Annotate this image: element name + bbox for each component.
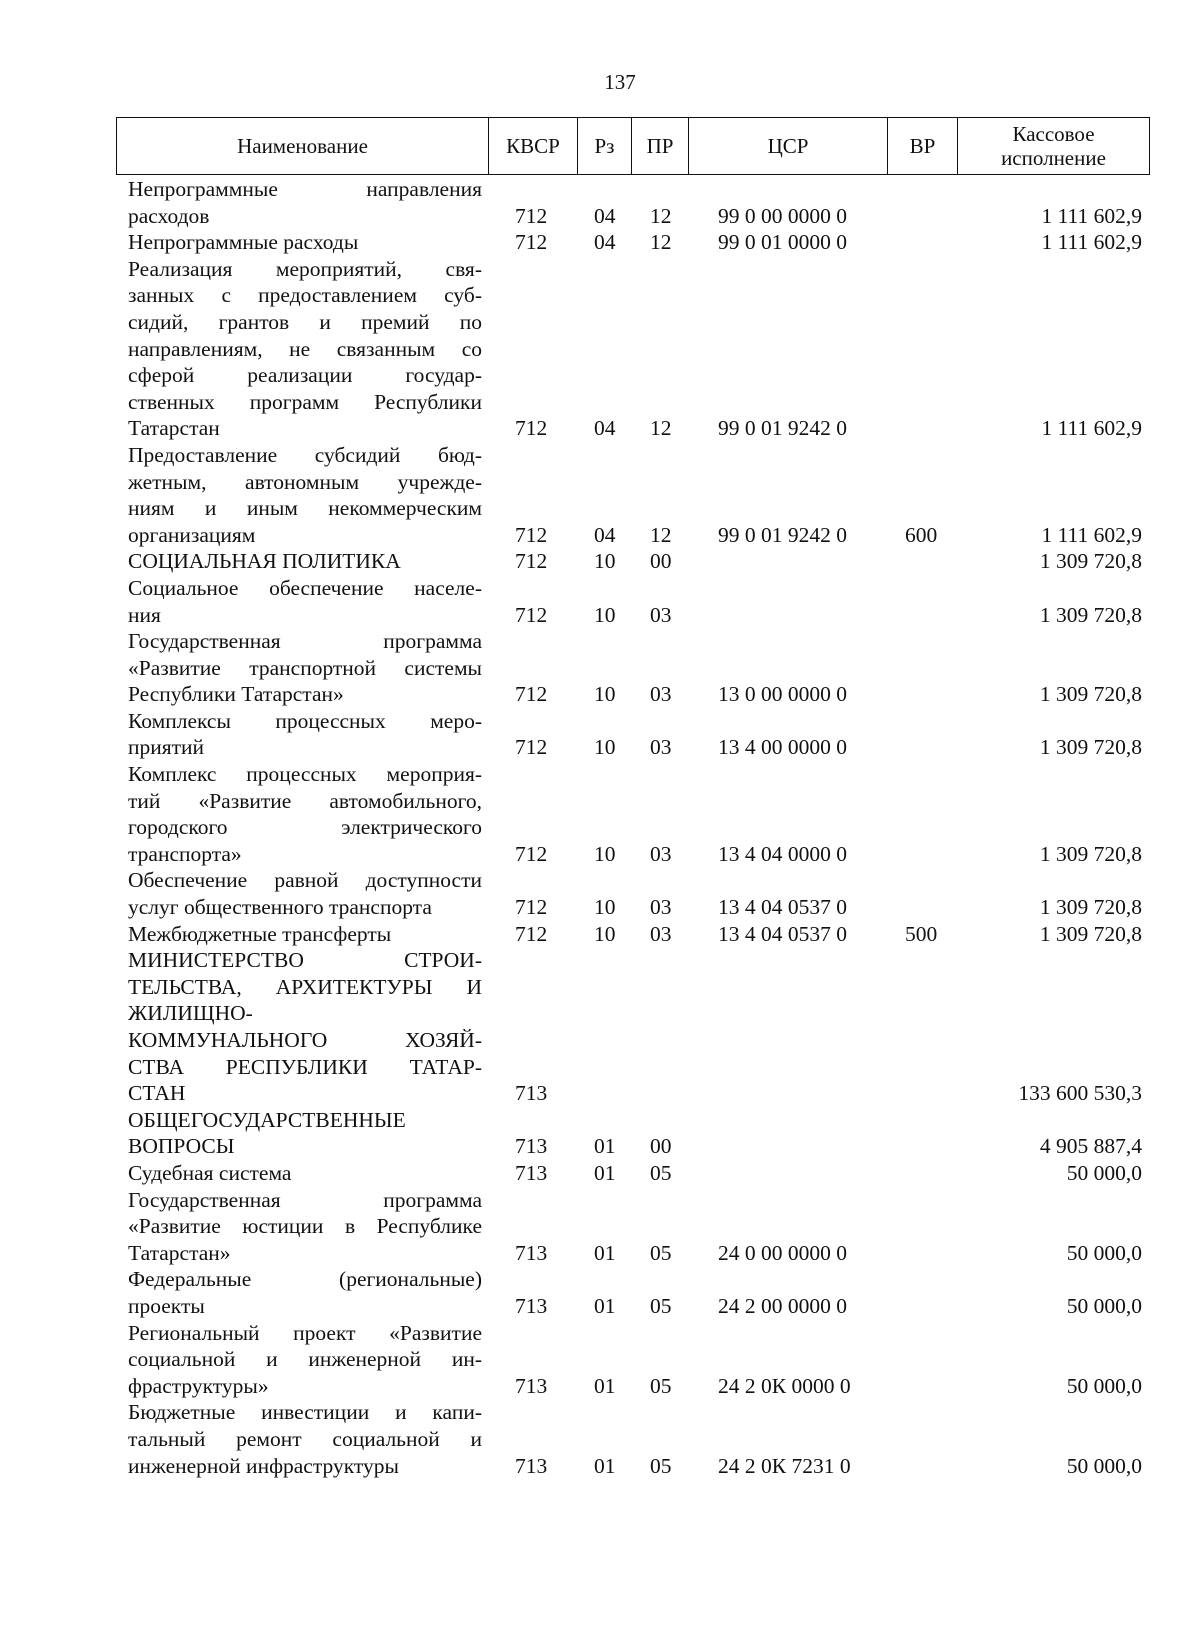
row-pr: 05 <box>650 1160 672 1185</box>
row-csr: 24 0 00 0000 0 <box>718 1240 847 1265</box>
column-header-vr: ВР <box>888 118 958 174</box>
row-kvsr: 712 <box>515 735 548 760</box>
row-csr: 13 4 04 0537 0 <box>718 895 847 920</box>
row-cash-execution: 50 000,0 <box>1066 1453 1142 1478</box>
row-rz: 01 <box>594 1293 616 1318</box>
row-pr: 12 <box>650 416 672 441</box>
row-csr: 13 4 04 0000 0 <box>718 841 847 866</box>
row-name-line: приятий <box>128 735 205 760</box>
row-pr: 03 <box>650 895 672 920</box>
row-name-line: МИНИСТЕРСТВО СТРОИ- <box>128 948 482 973</box>
row-name-line: Непрограммные расходы <box>128 230 359 255</box>
row-kvsr: 712 <box>515 416 548 441</box>
row-pr: 12 <box>650 203 672 228</box>
row-name <box>128 708 482 761</box>
row-name-line: сферой реализации государ- <box>128 363 482 388</box>
row-vr: 600 <box>905 522 938 547</box>
row-csr: 24 2 0К 0000 0 <box>718 1373 851 1398</box>
row-name-line: жетным, автономным учрежде- <box>128 469 482 494</box>
row-name-line: Реализация мероприятий, свя- <box>128 256 482 281</box>
row-csr: 24 2 0К 7231 0 <box>718 1453 851 1478</box>
row-kvsr: 712 <box>515 602 548 627</box>
table-row <box>0 1266 1200 1319</box>
row-kvsr: 713 <box>515 1453 548 1478</box>
row-kvsr: 712 <box>515 522 548 547</box>
table-header <box>116 117 1150 175</box>
row-name <box>128 548 482 575</box>
table-row <box>0 229 1200 256</box>
row-name-line: направлениям, не связанным со <box>128 336 482 361</box>
row-name-line: тий «Развитие автомобильного, <box>128 788 482 813</box>
table-row <box>0 1399 1200 1479</box>
row-name-line: организациям <box>128 522 256 547</box>
row-name-line: Межбюджетные трансферты <box>128 921 392 946</box>
row-cash-execution: 1 111 602,9 <box>1041 203 1142 228</box>
row-csr: 99 0 01 9242 0 <box>718 522 847 547</box>
table-row <box>0 256 1200 442</box>
row-kvsr: 713 <box>515 1240 548 1265</box>
row-pr: 03 <box>650 682 672 707</box>
row-name-line: Предоставление субсидий бюд- <box>128 442 482 467</box>
row-name-line: Республики Татарстан» <box>128 682 344 707</box>
row-name-line: Татарстан» <box>128 1240 231 1265</box>
row-rz: 10 <box>594 921 616 946</box>
row-cash-execution: 1 309 720,8 <box>1039 841 1142 866</box>
row-rz: 10 <box>594 841 616 866</box>
row-name-line: ВОПРОСЫ <box>128 1134 235 1159</box>
table-row <box>0 1107 1200 1160</box>
row-pr: 00 <box>650 549 672 574</box>
row-pr: 05 <box>650 1453 672 1478</box>
row-cash-execution: 1 111 602,9 <box>1041 522 1142 547</box>
table-row <box>0 548 1200 575</box>
row-name-line: занных с предоставлением суб- <box>128 283 482 308</box>
row-name <box>128 1160 482 1187</box>
row-cash-execution: 1 309 720,8 <box>1039 682 1142 707</box>
table-row <box>0 628 1200 708</box>
row-name-line: Судебная система <box>128 1160 292 1185</box>
table-row <box>0 947 1200 1107</box>
row-cash-execution: 50 000,0 <box>1066 1160 1142 1185</box>
column-header-cash-execution: Кассовое исполнение <box>1001 122 1106 170</box>
row-rz: 04 <box>594 203 616 228</box>
row-name-line: Татарстан <box>128 416 220 441</box>
row-pr: 03 <box>650 602 672 627</box>
row-name-line: фраструктуры» <box>128 1373 269 1398</box>
row-kvsr: 712 <box>515 230 548 255</box>
row-name <box>128 176 482 229</box>
row-name-line: сидий, грантов и премий по <box>128 309 482 334</box>
table-row <box>0 1160 1200 1187</box>
row-kvsr: 712 <box>515 841 548 866</box>
row-csr: 99 0 00 0000 0 <box>718 203 847 228</box>
row-name-line: Комплекс процессных мероприя- <box>128 762 482 787</box>
row-pr: 00 <box>650 1134 672 1159</box>
row-kvsr: 712 <box>515 921 548 946</box>
row-cash-execution: 50 000,0 <box>1066 1293 1142 1318</box>
row-kvsr: 712 <box>515 203 548 228</box>
row-name-line: социальной и инженерной ин- <box>128 1347 482 1372</box>
row-name-line: Государственная программа <box>128 629 482 654</box>
row-name-line: расходов <box>128 203 210 228</box>
row-name <box>128 229 482 256</box>
row-name <box>128 921 482 948</box>
row-name-line: «Развитие транспортной системы <box>128 655 482 680</box>
row-rz: 10 <box>594 895 616 920</box>
row-rz: 01 <box>594 1134 616 1159</box>
column-header-kvsr: КВСР <box>489 118 578 174</box>
page-number: 137 <box>604 70 636 94</box>
row-cash-execution: 50 000,0 <box>1066 1240 1142 1265</box>
table-row <box>0 442 1200 548</box>
row-rz: 01 <box>594 1373 616 1398</box>
row-cash-execution: 133 600 530,3 <box>1018 1081 1142 1106</box>
row-name-line: Региональный проект «Развитие <box>128 1320 482 1345</box>
row-rz: 10 <box>594 602 616 627</box>
row-name-line: проекты <box>128 1293 205 1318</box>
row-rz: 04 <box>594 522 616 547</box>
row-csr: 99 0 01 0000 0 <box>718 230 847 255</box>
row-name-line: транспорта» <box>128 841 242 866</box>
row-name-line: Комплексы процессных меро- <box>128 708 482 733</box>
row-name <box>128 1266 482 1319</box>
row-kvsr: 713 <box>515 1160 548 1185</box>
row-rz: 01 <box>594 1160 616 1185</box>
column-header-pr: ПР <box>632 118 689 174</box>
column-header-csr: ЦСР <box>689 118 888 174</box>
column-header-rz: Рз <box>578 118 632 174</box>
row-name <box>128 1399 482 1479</box>
row-cash-execution: 50 000,0 <box>1066 1373 1142 1398</box>
row-name-line: ЖИЛИЩНО- <box>128 1001 253 1026</box>
row-name-line: ственных программ Республики <box>128 389 482 414</box>
row-name <box>128 1320 482 1400</box>
row-pr: 05 <box>650 1240 672 1265</box>
row-name-line: Бюджетные инвестиции и капи- <box>128 1400 482 1425</box>
row-name-line: КОММУНАЛЬНОГО ХОЗЯЙ- <box>128 1028 482 1052</box>
row-name-line: услуг общественного транспорта <box>128 895 432 920</box>
row-pr: 12 <box>650 522 672 547</box>
row-cash-execution: 4 905 887,4 <box>1039 1134 1142 1159</box>
row-rz: 04 <box>594 416 616 441</box>
row-name-line: городского электрического <box>128 815 482 840</box>
table-row <box>0 176 1200 229</box>
row-name-line: СТАН <box>128 1081 186 1106</box>
row-name-line: ТЕЛЬСТВА, АРХИТЕКТУРЫ И <box>128 974 482 999</box>
table-row <box>0 867 1200 920</box>
row-kvsr: 713 <box>515 1373 548 1398</box>
row-name <box>128 867 482 920</box>
row-name-line: ния <box>128 602 161 627</box>
row-cash-execution: 1 309 720,8 <box>1039 549 1142 574</box>
row-name <box>128 575 482 628</box>
row-kvsr: 712 <box>515 549 548 574</box>
row-name-line: СОЦИАЛЬНАЯ ПОЛИТИКА <box>128 549 401 574</box>
table-row <box>0 1187 1200 1267</box>
row-kvsr: 712 <box>515 895 548 920</box>
row-csr: 13 4 00 0000 0 <box>718 735 847 760</box>
row-rz: 01 <box>594 1240 616 1265</box>
row-name-line: тальный ремонт социальной и <box>128 1426 482 1451</box>
row-name <box>128 628 482 708</box>
table-row <box>0 761 1200 867</box>
row-name <box>128 256 482 442</box>
row-cash-execution: 1 309 720,8 <box>1039 602 1142 627</box>
row-cash-execution: 1 309 720,8 <box>1039 921 1142 946</box>
row-pr: 05 <box>650 1373 672 1398</box>
row-rz: 10 <box>594 549 616 574</box>
table-row <box>0 575 1200 628</box>
row-name <box>128 761 482 867</box>
row-cash-execution: 1 111 602,9 <box>1041 230 1142 255</box>
row-name-line: «Развитие юстиции в Республике <box>128 1214 482 1239</box>
row-pr: 05 <box>650 1293 672 1318</box>
row-pr: 03 <box>650 921 672 946</box>
row-cash-execution: 1 309 720,8 <box>1039 735 1142 760</box>
row-name-line: СТВА РЕСПУБЛИКИ ТАТАР- <box>128 1054 482 1079</box>
row-csr: 24 2 00 0000 0 <box>718 1293 847 1318</box>
row-name-line: Социальное обеспечение населе- <box>128 575 482 600</box>
row-name-line: Обеспечение равной доступности <box>128 868 482 893</box>
table-row <box>0 1320 1200 1400</box>
table-body <box>0 176 1200 1479</box>
row-name-line: Непрограммные направления <box>128 177 482 201</box>
row-rz: 01 <box>594 1453 616 1478</box>
row-name-line: Государственная программа <box>128 1187 482 1212</box>
column-header-name: Наименование <box>117 118 489 174</box>
row-name-line: ниям и иным некоммерческим <box>128 496 482 521</box>
row-pr: 03 <box>650 735 672 760</box>
row-cash-execution: 1 111 602,9 <box>1041 416 1142 441</box>
row-kvsr: 713 <box>515 1134 548 1159</box>
row-csr: 13 0 00 0000 0 <box>718 682 847 707</box>
row-rz: 10 <box>594 735 616 760</box>
table-row <box>0 921 1200 948</box>
row-name <box>128 1187 482 1267</box>
row-rz: 10 <box>594 682 616 707</box>
row-name-line: Федеральные (региональные) <box>128 1267 482 1292</box>
row-name-line: инженерной инфраструктуры <box>128 1453 399 1478</box>
row-vr: 500 <box>905 921 938 946</box>
row-name <box>128 947 482 1107</box>
row-pr: 03 <box>650 841 672 866</box>
row-rz: 04 <box>594 230 616 255</box>
row-cash-execution: 1 309 720,8 <box>1039 895 1142 920</box>
row-name <box>128 442 482 548</box>
row-kvsr: 713 <box>515 1293 548 1318</box>
table-row <box>0 708 1200 761</box>
row-csr: 13 4 04 0537 0 <box>718 921 847 946</box>
row-kvsr: 712 <box>515 682 548 707</box>
row-name <box>128 1107 482 1160</box>
row-name-line: ОБЩЕГОСУДАРСТВЕННЫЕ <box>128 1107 406 1132</box>
row-pr: 12 <box>650 230 672 255</box>
row-kvsr: 713 <box>515 1081 548 1106</box>
row-csr: 99 0 01 9242 0 <box>718 416 847 441</box>
